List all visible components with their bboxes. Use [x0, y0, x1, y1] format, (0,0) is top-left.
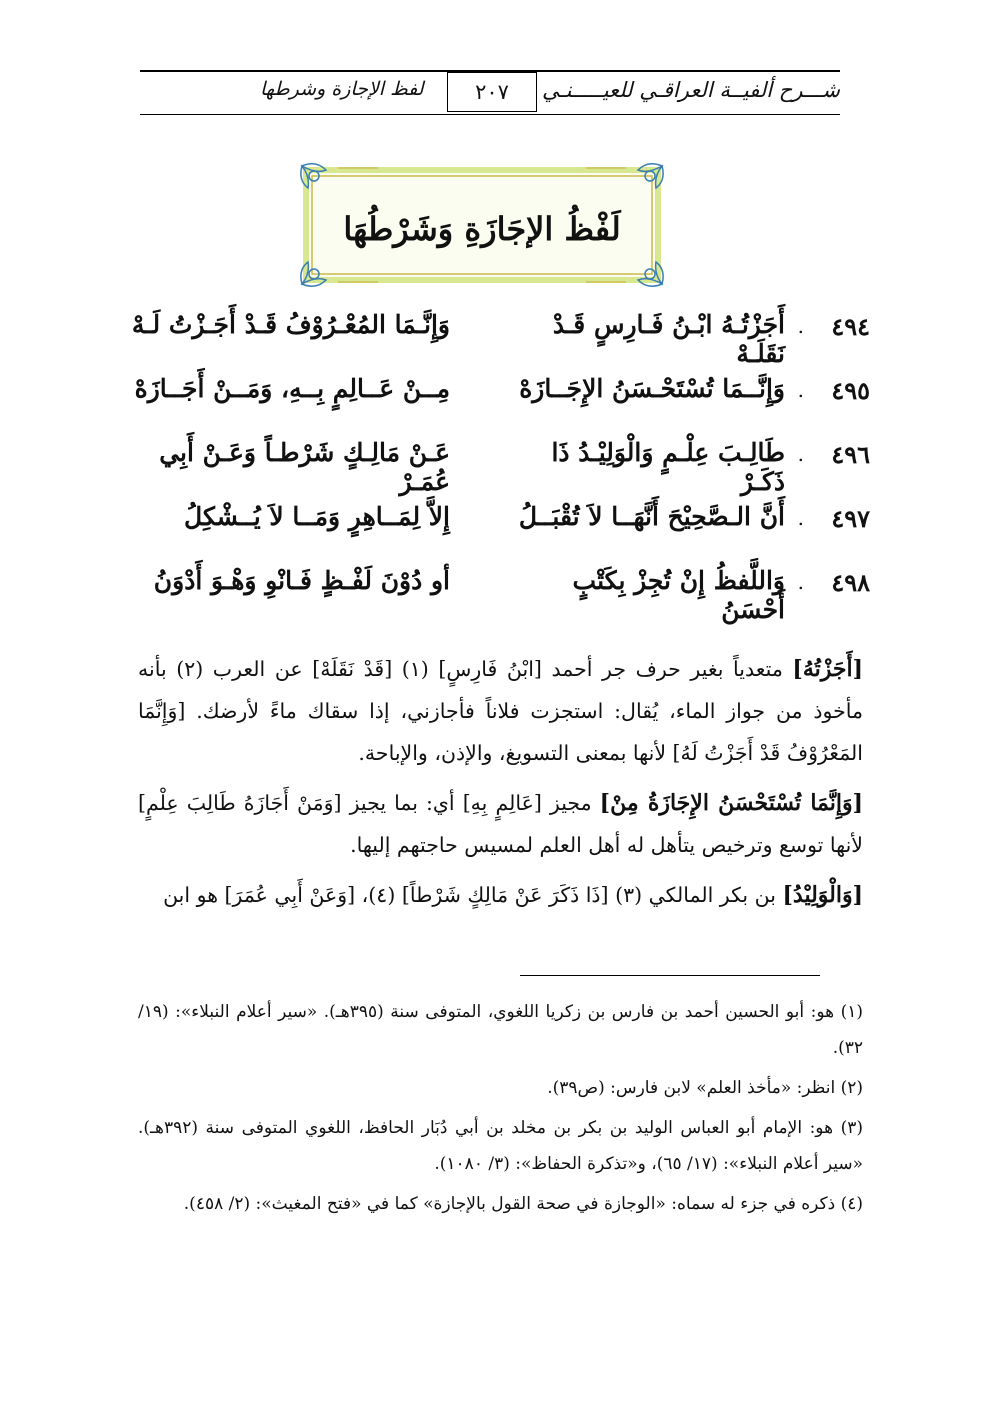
verse-number: ٤٩٧: [831, 504, 870, 533]
verse-second-hemistich: إِلاَّ لِمَــاهِرٍ وَمَــا لاَ يُــشْكِلُ: [184, 502, 450, 531]
verse-first-hemistich: أَنَّ الـصَّحِيْحَ أَنَّهَــا لاَ تُقْبَــلُ: [518, 502, 785, 531]
footnote: (١) هو: أبو الحسين أحمد بن فارس بن زكريا اللغوي، المتوفى سنة (٣٩٥هـ). «سير أعلام النبلاء»: (١٩/ ٣٢).: [138, 1002, 863, 1058]
verse-first-hemistich: وَإِنَّــمَا تُسْتَحْـسَنُ الإِجَــازَهْ: [519, 374, 785, 403]
verse-second-hemistich: مِــنْ عَــالِمٍ بِــهِ، وَمَــنْ أَجَــازَهْ: [134, 374, 450, 403]
commentary-lead: [وَالْوَلِيْدُ]: [782, 882, 863, 908]
verse-dot: .: [797, 570, 804, 594]
verse-dot: .: [797, 442, 804, 466]
chapter-title: لفظ الإجازة وشرطها: [260, 78, 424, 100]
verse-first-hemistich: أَجَزْتُـهُ ابْـنُ فَـارِسٍ قَـدْ نَقَلَـهْ: [552, 310, 785, 368]
section-title-frame: [298, 160, 666, 290]
commentary-lead: [وَإِنَّمَا تُسْتَحْسَنُ الإِجَازَةُ مِنْ]: [599, 790, 864, 816]
verse-line: [110, 494, 870, 558]
verse-line: [110, 558, 870, 622]
verse-number: ٤٩٦: [831, 440, 870, 469]
section-title: لَفْظُ الإجَازَةِ وَشَرْطُهَا: [343, 210, 621, 248]
header-bottom-rule: [140, 114, 840, 115]
page-number: ٢٠٧: [447, 72, 537, 112]
verse-second-hemistich: أو دُوْنَ لَفْـظٍ فَـانْوِ وَهْـوَ أَدْوَنُ: [153, 566, 450, 595]
verse-first-hemistich: طَالِـبَ عِلْـمٍ وَالْوَلِيْـدُ ذَا ذَكَـرْ: [551, 438, 785, 496]
verse-number: ٤٩٨: [831, 568, 870, 597]
verse-dot: .: [797, 506, 804, 530]
verse-second-hemistich: عَـنْ مَالِـكٍ شَرْطـاً وَعَـنْ أَبِي عُمَـرْ: [159, 438, 450, 496]
footnote: (٣) هو: الإمام أبو العباس الوليد بن بكر بن مخلد بن أبي دُبَار الحافظ، اللغوي المتوفى سنة (٣٩٢هـ). «سير أعلام النبلاء»: (١٧/ ٦٥)، و«تذكرة الحفاظ»: (٣/ ١٠٨٠).: [138, 1118, 863, 1174]
commentary-text: مجيز [عَالِمٍ بِهِ] أي: بما يجيز [وَمَنْ أَجَازَهُ طَالِبَ عِلْمٍ] لأنها توسع وترخيص يتأهل له أهل العلم لمسيس حاجتهم إليها.: [138, 791, 863, 857]
verse-number: ٤٩٤: [831, 312, 870, 341]
verse-dot: .: [797, 314, 804, 338]
verse-first-hemistich: وَاللَّفظُ إِنْ تُجِزْ بِكَتْبٍ أَحْسَنُ: [572, 566, 785, 624]
commentary-paragraph: [138, 648, 863, 774]
verse-line: [110, 302, 870, 366]
footnote: (٤) ذكره في جزء له سماه: «الوجازة في صحة القول بالإجازة» كما في «فتح المغيث»: (٢/ ٤٥٨).: [183, 1194, 863, 1214]
verse-line: [110, 430, 870, 494]
book-title: شـــرح ألفيــة العراقـي للعيـــــنـي: [541, 78, 840, 102]
commentary-text: متعدياً بغير حرف جر أحمد [ابْنُ فَارِسٍ] (١) [قَدْ نَقَلَهْ] عن العرب (٢) بأنه مأخوذ من جواز الماء، يُقال: استجزت فلاناً فأجازني، إذا سقاك ماءً لأرضك. [وَإِنَّمَا المَعْرُوْفُ قَدْ أَجَزْتُ لَهُ] لأنها بمعنى التسويغ، والإذن، والإباحة.: [138, 657, 863, 765]
verse-dot: .: [797, 378, 804, 402]
footnotes: [138, 994, 863, 1226]
commentary: [138, 648, 863, 924]
footnote-divider: [520, 975, 820, 976]
verse-line: [110, 366, 870, 430]
running-header: [140, 60, 840, 120]
verse-number: ٤٩٥: [831, 376, 870, 405]
verse-list: [110, 302, 870, 622]
commentary-paragraph: [138, 782, 863, 866]
commentary-paragraph: [138, 874, 863, 916]
commentary-text: بن بكر المالكي (٣) [ذَا ذَكَرَ عَنْ مَالِكٍ شَرْطاً] (٤)، [وَعَنْ أَبِي عُمَرَ] هو ابن: [163, 883, 783, 907]
verse-second-hemistich: وَإِنَّـمَا المُعْـرُوْفُ قَـدْ أَجَـزْتُ لَـهْ: [131, 310, 450, 339]
footnote: (٢) انظر: «مأخذ العلم» لابن فارس: (ص٣٩).: [547, 1078, 863, 1098]
commentary-lead: [أَجَزْتُهُ]: [792, 656, 863, 682]
